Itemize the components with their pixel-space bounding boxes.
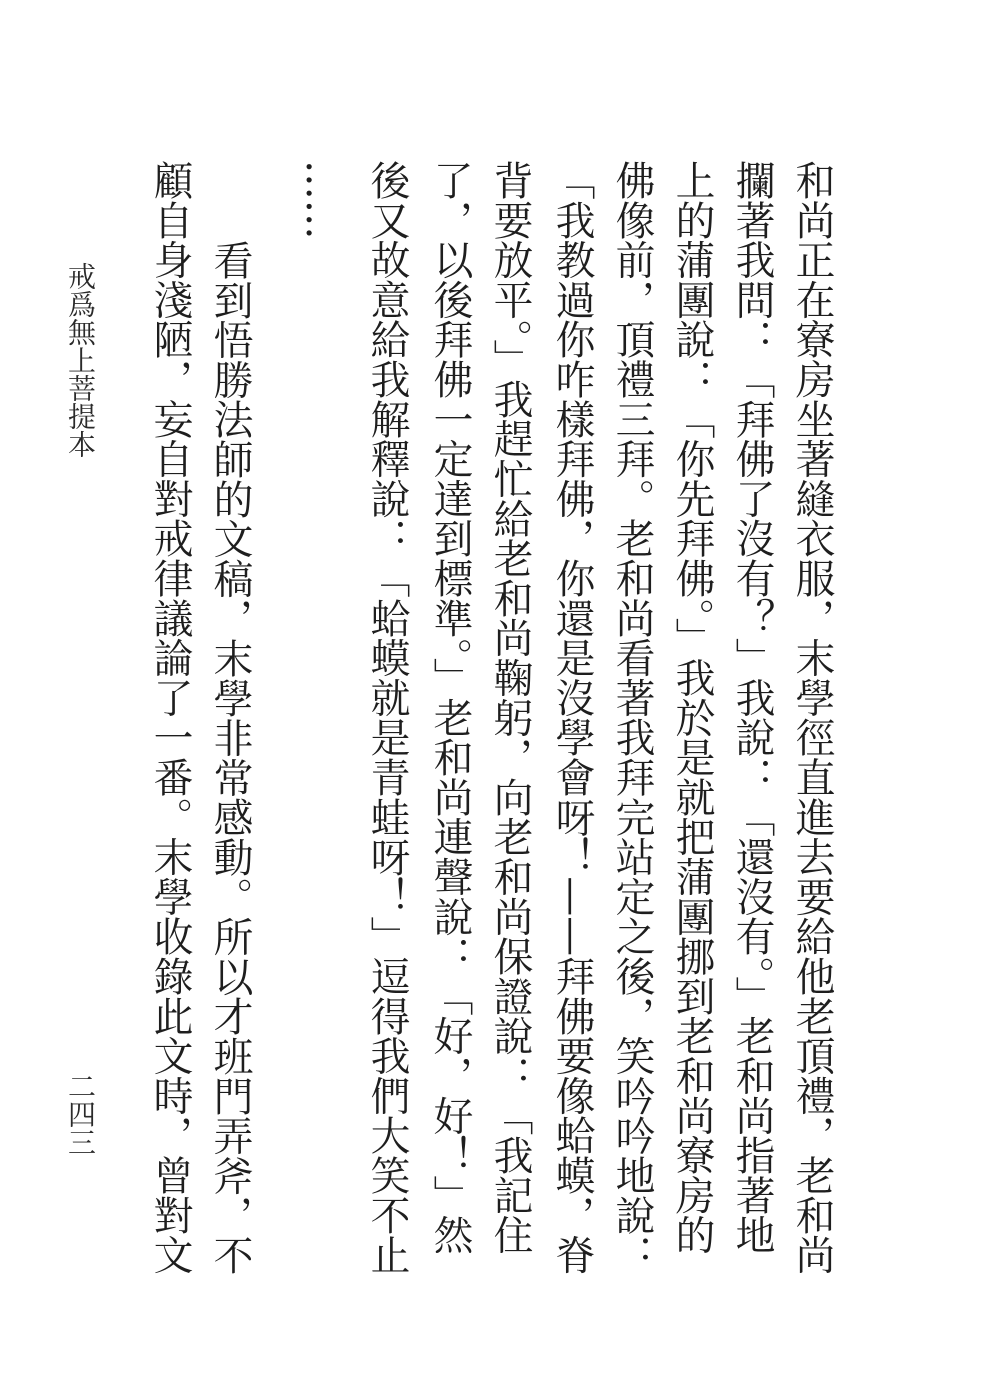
text-column: 上的蒲團說：「你先拜佛。」我於是就把蒲團挪到老和尚寮房的 xyxy=(669,160,715,1255)
text-column: 佛像前，頂禮三拜。老和尚看著我拜完站定之後，笑吟吟地說： xyxy=(609,160,655,1275)
text-column: 和尚正在寮房坐著縫衣服，末學徑直進去要給他老頂禮，老和尚 xyxy=(789,160,835,1275)
ellipsis-column: …… xyxy=(297,160,343,240)
text-column: 「我教過你咋樣拜佛，你還是沒學會呀！——拜佛要像蛤蟆，脊 xyxy=(549,160,595,1275)
running-head: 戒爲無上菩提本 xyxy=(64,262,97,458)
text-column: 背要放平。」我趕忙給老和尚鞠躬，向老和尚保證說：「我記住 xyxy=(487,160,533,1255)
text-column: 後又故意給我解釋說：「蛤蟆就是青蛙呀！」逗得我們大笑不止 xyxy=(364,160,410,1275)
page-number: 二四三 xyxy=(64,1072,97,1156)
text-column: 了，以後拜佛一定達到標準。」老和尚連聲說：「好，好！」然 xyxy=(427,160,473,1255)
text-column: 顧自身淺陋，妄自對戒律議論了一番。末學收錄此文時，曾對文 xyxy=(147,160,193,1275)
paragraph-start-column: 看到悟勝法師的文稿，末學非常感動。所以才班門弄斧，不 xyxy=(207,240,253,1275)
text-column: 攔著我問：「拜佛了沒有？」我說：「還沒有。」老和尚指著地 xyxy=(729,160,775,1255)
